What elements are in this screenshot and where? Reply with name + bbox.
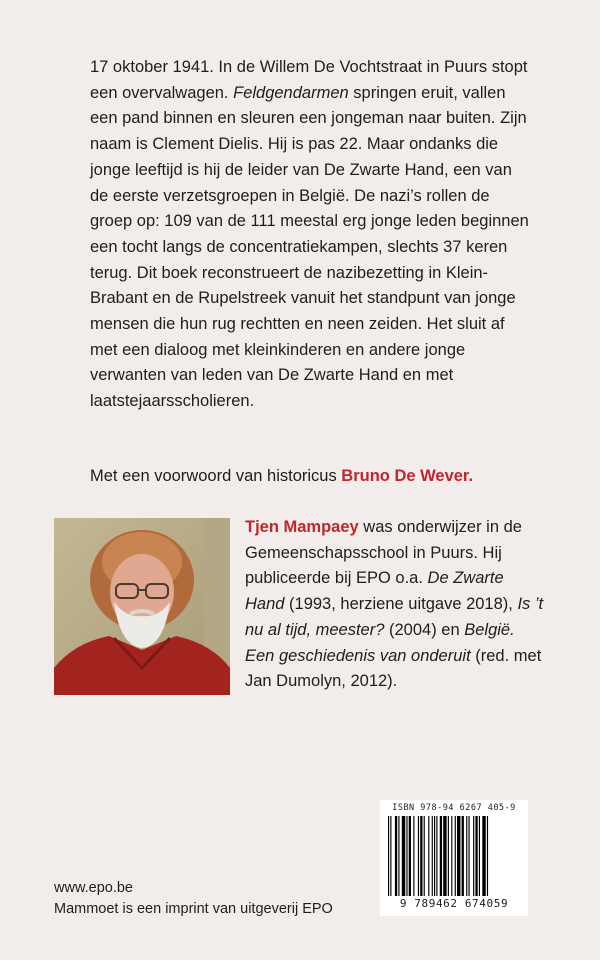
isbn-label: ISBN 978-94 6267 405-9 (392, 803, 516, 813)
author-bio (245, 515, 545, 695)
author-bio-text-3: (2004) en (384, 620, 465, 639)
author-bio-text-4: (red. met Jan Dumolyn, 2012). (245, 646, 542, 691)
book-title-2: Is ’t nu al tijd, meester? (245, 595, 544, 639)
blurb-opening: 17 oktober 1941. In de Willem De Vochtstraat in Puurs stopt een overvalwagen. (90, 58, 528, 102)
imprint-statement: Mammoet is een imprint van uitgeverij EPO (54, 901, 333, 917)
author-name: Tjen Mampaey (245, 518, 359, 536)
ean-digits: 9 789462 674059 (399, 897, 509, 910)
book-title-1: De Zwarte Hand (245, 569, 504, 614)
barcode-bars (388, 816, 520, 896)
isbn-barcode (380, 800, 528, 916)
foreword-line (90, 464, 530, 490)
author-bio-text-2: (1993, herziene uitgave 2018), (284, 595, 518, 614)
publisher-footer (54, 878, 374, 920)
author-bio-text-1: was onderwijzer in de Gemeenschapsschool in Puurs. Hij publiceerde bij EPO o.a. (245, 518, 522, 588)
foreword-author: Bruno De Wever. (341, 467, 474, 485)
blurb-emphasis: Feldgendarmen (233, 83, 349, 102)
author-photo (54, 518, 230, 695)
blurb-body: springen eruit, vallen een pand binnen en sleuren een jongeman naar buiten. Zijn naam is Clement Dielis. Hij is pas 22. Maar ondanks die jonge leeftijd is hij de leider van De Zwarte Hand, een van de eerste verzetsgroepen in België. De nazi’s rollen de groep op: 109 van de 111 meestal erg jonge leden beginnen een tocht langs de concentratiekampen, slechts 37 keren terug. Dit boek reconstrueert de nazibezetting in Klein-Brabant en de Rupelstreek vanuit het standpunt van jonge mensen die hun rug rechtten en neen zeiden. Het sluit af met een dialoog met kleinkinderen en andere jonge verwanten van leden van De Zwarte Hand en met laatstejaarsscholieren. (90, 83, 529, 411)
foreword-text: Met een voorwoord van historicus (90, 467, 342, 485)
book-title-3: België. Een geschiedenis van onderuit (245, 620, 515, 665)
back-cover-blurb (90, 55, 530, 415)
author-portrait-image (54, 518, 230, 695)
publisher-url: www.epo.be (54, 880, 133, 896)
